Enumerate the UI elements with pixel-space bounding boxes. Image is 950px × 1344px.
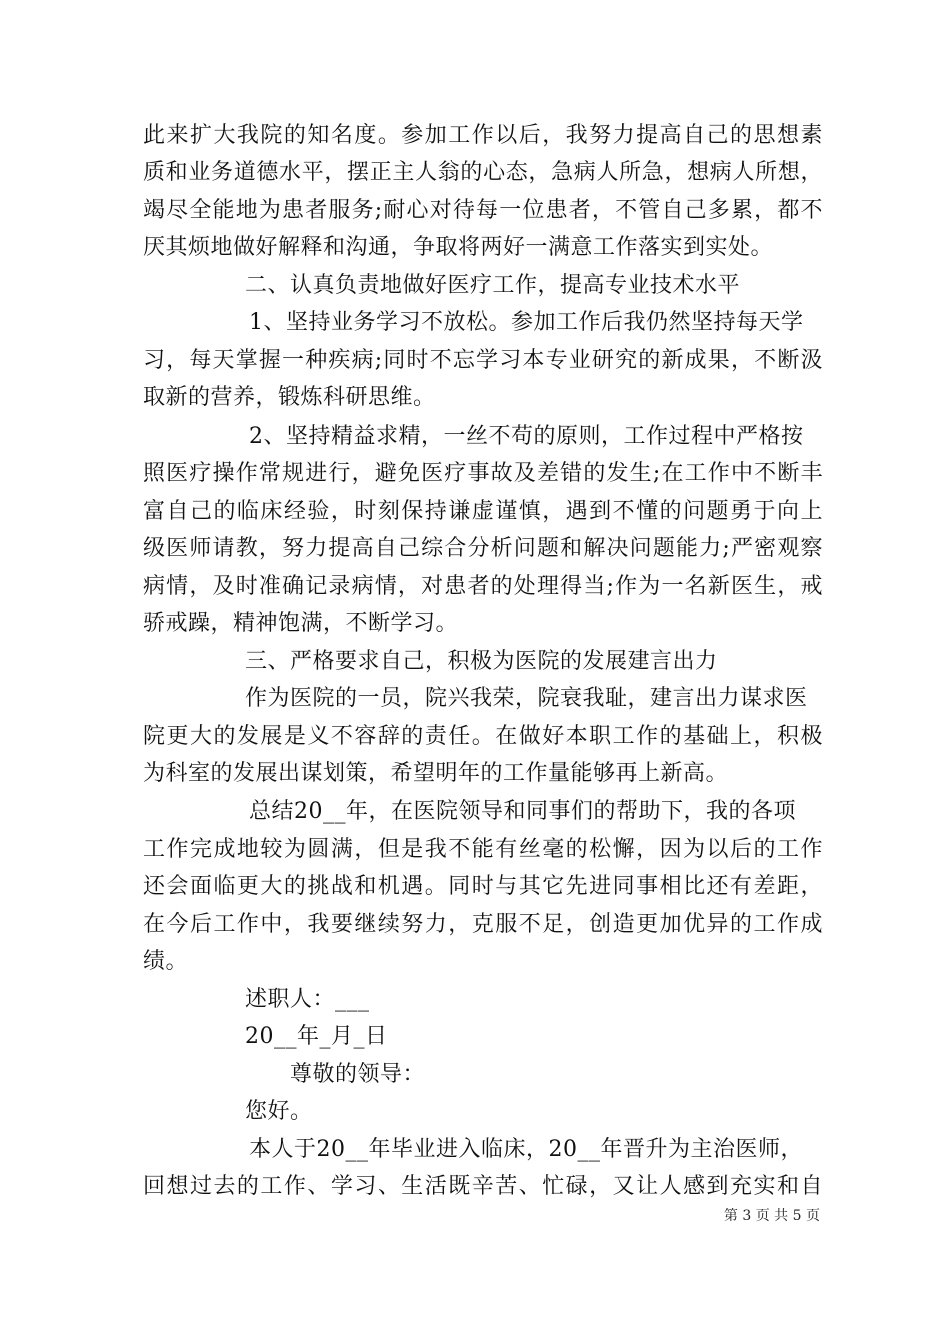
text-line: 绩。	[143, 949, 189, 974]
text-line: 病情，及时准确记录病情，对患者的处理得当;作为一名新医生，戒	[143, 574, 823, 599]
text-line: 质和业务道德水平，摆正主人翁的心态，急病人所急，想病人所想，	[143, 160, 823, 185]
text-line: 照医疗操作常规进行，避免医疗事故及差错的发生;在工作中不断丰	[143, 461, 823, 486]
text-line: 在今后工作中，我要继续努力，克服不足，创造更加优异的工作成	[143, 912, 823, 937]
text-line: 级医师请教，努力提高自己综合分析问题和解决问题能力;严密观察	[143, 536, 823, 561]
signature-line: 述职人：___	[245, 987, 370, 1012]
text-line: 2、坚持精益求精，一丝不苟的原则，工作过程中严格按	[249, 424, 804, 449]
text-line: 回想过去的工作、学习、生活既辛苦、忙碌，又让人感到充实和自	[143, 1174, 823, 1199]
text-line: 此来扩大我院的知名度。参加工作以后，我努力提高自己的思想素	[143, 123, 823, 148]
text-line: 工作完成地较为圆满，但是我不能有丝毫的松懈，因为以后的工作	[143, 837, 823, 862]
text-line: 厌其烦地做好解释和沟通，争取将两好一满意工作落实到实处。	[143, 235, 774, 260]
section-heading-3: 三、严格要求自己，积极为医院的发展建言出力	[245, 649, 718, 674]
page-number-footer: 第 3 页 共 5 页	[723, 1208, 820, 1224]
text-line: 总结20__年，在医院领导和同事们的帮助下，我的各项	[249, 799, 796, 824]
date-line: 20__年_月_日	[245, 1024, 388, 1049]
salutation-line: 尊敬的领导：	[290, 1062, 426, 1087]
text-line: 作为医院的一员，院兴我荣，院衰我耻，建言出力谋求医	[245, 686, 808, 711]
text-line: 骄戒躁，精神饱满，不断学习。	[143, 611, 459, 636]
greeting-line: 您好。	[245, 1099, 313, 1124]
text-line: 院更大的发展是义不容辞的责任。在做好本职工作的基础上，积极	[143, 724, 823, 749]
text-line: 还会面临更大的挑战和机遇。同时与其它先进同事相比还有差距，	[143, 874, 823, 899]
section-heading-2: 二、认真负责地做好医疗工作，提高专业技术水平	[245, 273, 741, 298]
text-line: 取新的营养，锻炼科研思维。	[143, 385, 436, 410]
text-line: 富自己的临床经验，时刻保持谦虚谨慎，遇到不懂的问题勇于向上	[143, 499, 823, 524]
text-line: 为科室的发展出谋划策，希望明年的工作量能够再上新高。	[143, 761, 729, 786]
text-line: 习，每天掌握一种疾病;同时不忘学习本专业研究的新成果，不断汲	[143, 348, 823, 373]
text-line: 竭尽全能地为患者服务;耐心对待每一位患者，不管自己多累，都不	[143, 198, 823, 223]
text-line: 1、坚持业务学习不放松。参加工作后我仍然坚持每天学	[249, 310, 804, 335]
text-line: 本人于20__年毕业进入临床，20__年晋升为主治医师，	[249, 1137, 803, 1162]
